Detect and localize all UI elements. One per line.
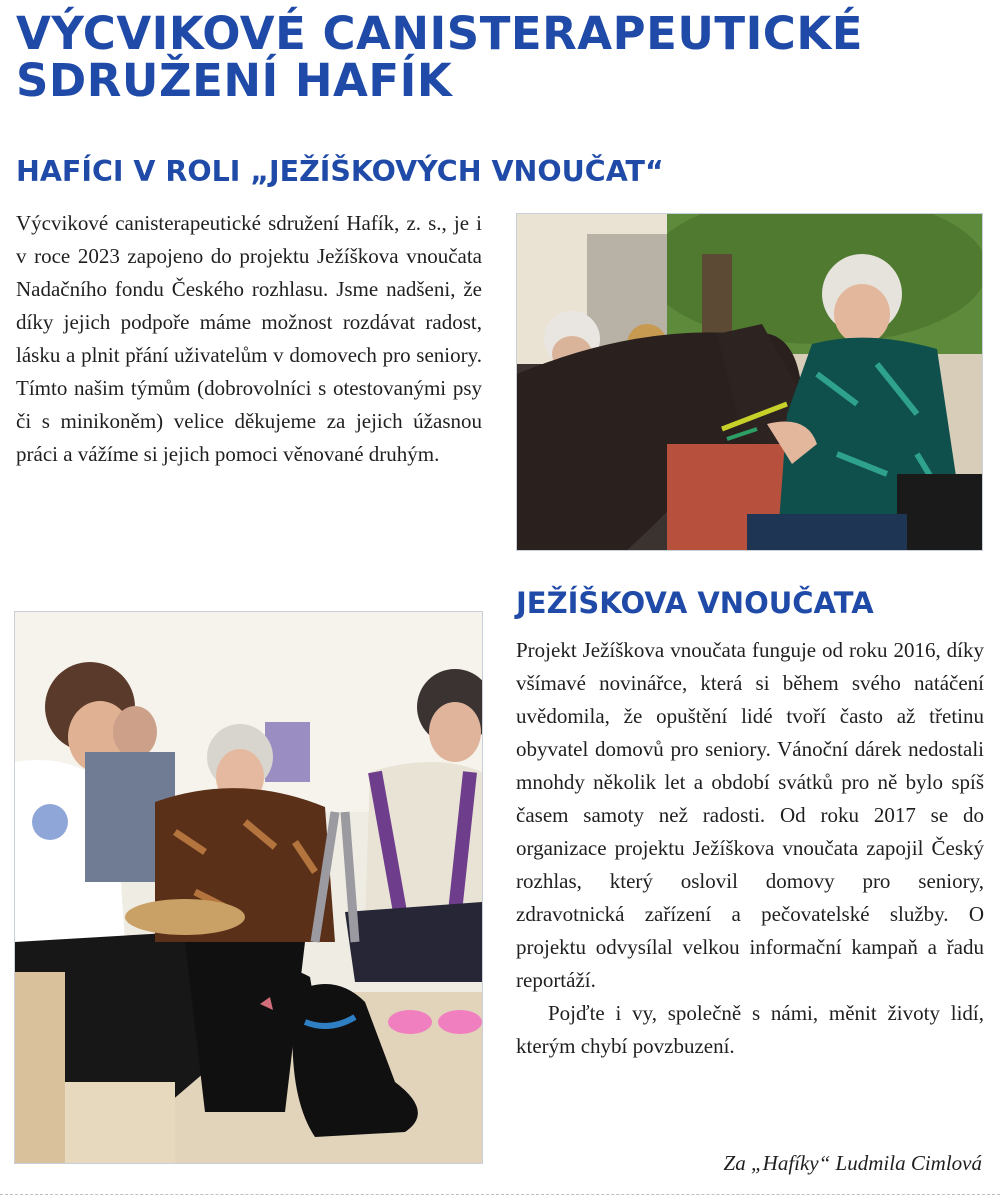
article-subtitle: HAFÍCI V ROLI „JEŽÍŠKOVÝCH VNOUČAT“	[16, 155, 664, 188]
author-signature: Za „Hafíky“ Ludmila Cimlová	[723, 1151, 982, 1175]
section-heading: JEŽÍŠKOVA VNOUČATA	[516, 586, 874, 620]
section-paragraph: Pojďte i vy, společně s námi, měnit životy lidí, kterým chybí povzbuzení.	[516, 1001, 984, 1058]
photo-seniors-with-dog	[14, 611, 483, 1164]
intro-paragraph: Výcvikové canisterapeutické sdružení Hafík, z. s., je i v roce 2023 zapojeno do projektu Ježíškova vnoučata Nadačního fondu Českého rozhlasu. Jsme nadšeni, že díky jejich podpoře máme možnost rozdávat radost, lásku a plnit přání uživatelům v domovech pro seniory. Tímto našim týmům (dobrovolníci s otestovanými psy či s minikoněm) velice děkujeme za jejich úžasnou práci a vážíme si jejich pomoci věnované druhým.	[16, 211, 482, 466]
photo-senior-with-miniature-horse	[516, 213, 983, 551]
article-title: VÝCVIKOVÉ CANISTERAPEUTICKÉ SDRUŽENÍ HAFÍK	[16, 7, 863, 107]
section-body	[516, 634, 984, 1063]
section-paragraph: Projekt Ježíškova vnoučata funguje od roku 2016, díky všímavé novinářce, která si během svého natáčení uvědomila, že opuštění lidé tvoří často až třetinu obyvatel domovů pro seniory. Vánoční dárek nedostali mnohdy několik let a období svátků pro ně bylo spíš časem samoty než radosti. Od roku 2017 se do organizace projektu Ježíškova vnoučata zapojil Český rozhlas, který oslovil domovy pro seniory, zdravotnická zařízení a pečovatelské služby. O projektu odvysílal velkou informační kampaň a řadu reportáží.	[516, 638, 984, 992]
page-divider	[0, 1194, 1000, 1195]
